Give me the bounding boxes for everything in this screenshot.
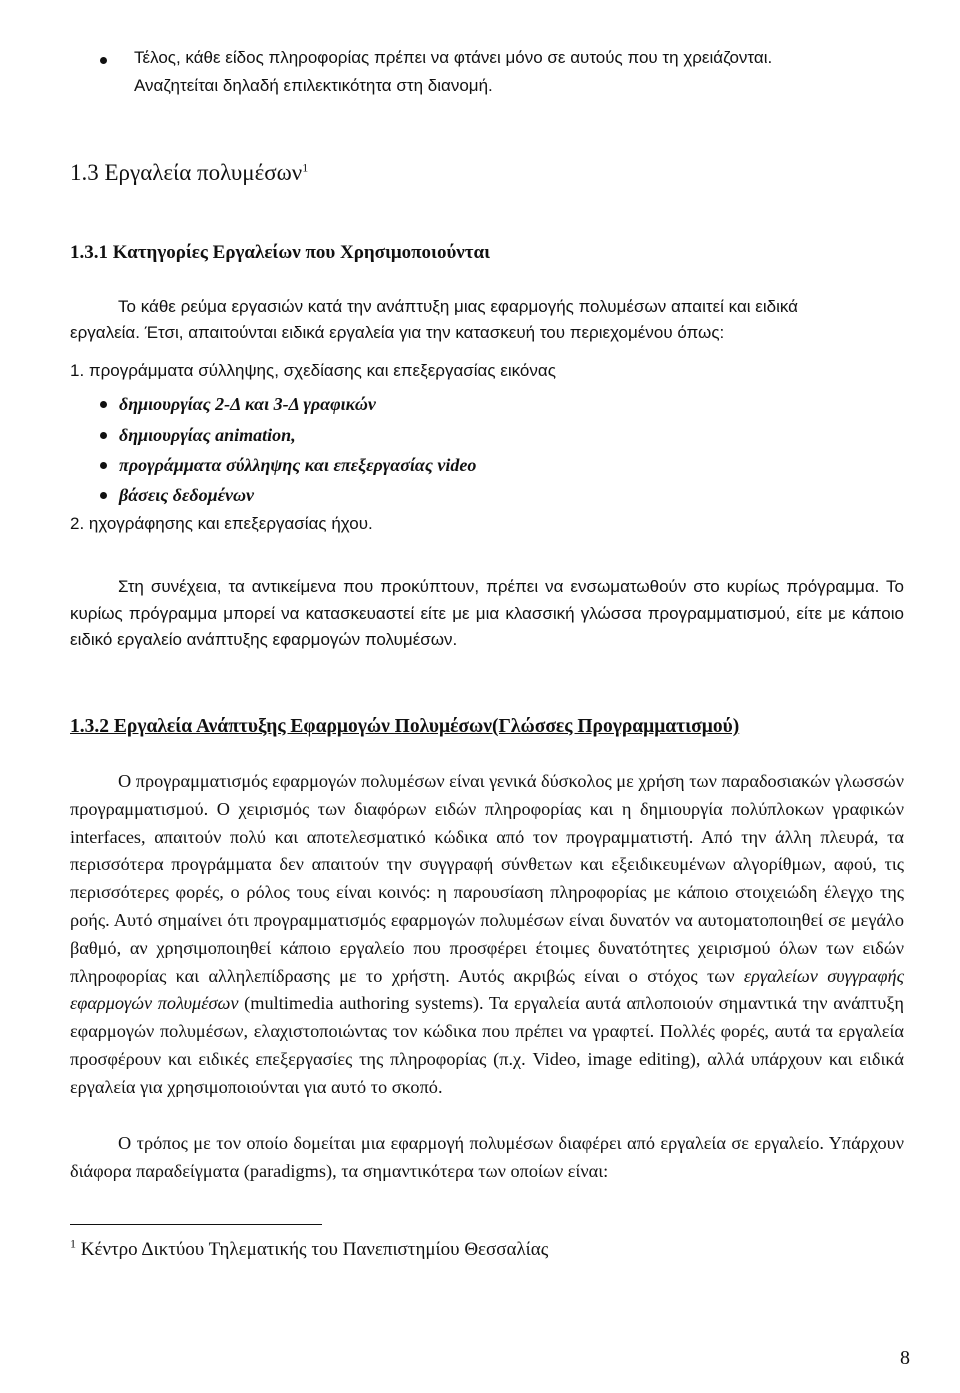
numbered-item-2: 2. ηχογράφησης και επεξεργασίας ήχου.: [70, 514, 373, 533]
paradigms-paragraph: [70, 1130, 904, 1186]
tools-paragraph-line-2: εργαλεία. Έτσι, απαιτούνται ειδικά εργαλεία για την κατασκευή του περιεχομένου όπως:: [70, 323, 725, 342]
section-heading-1-3-text: 1.3 Εργαλεία πολυμέσων: [70, 160, 303, 185]
authoring-systems-term: εργαλείων συγγραφής εφαρμογών πολυμέσων: [70, 965, 904, 1014]
integration-paragraph-text: Στη συνέχεια, τα αντικείμενα που προκύπτουν, πρέπει να ενσωματωθούν στο κυρίως πρόγραμμα. Το κυρίως πρόγραμμα μπορεί να κατασκευαστεί είτε με μια κλασσική γλώσσα προγραμματισμού, είτε με κάποιο ειδικό εργαλείο ανάπτυξης εφαρμογών πολυμέσων.: [70, 577, 904, 649]
intro-bullet-line-1: Τέλος, κάθε είδος πληροφορίας πρέπει να φτάνει μόνο σε αυτούς που τη χρειάζονται.: [134, 48, 773, 67]
bullet-dot: [100, 492, 107, 499]
authoring-paragraph-text: Ο προγραμματισμός εφαρμογών πολυμέσων είναι γενικά δύσκολος με χρήση των παραδοσιακών γλωσσών προγραμματισμού. Ο χειρισμός των διαφόρων ειδών πληροφορίας και η δημιουργία πολύπλοκων γραφικών interfaces, απαιτούν πολύ και αποτελεσματικό κώδικα από τον προγραμματιστή. Από την άλλη πλευρά, τα περισσότερα προγράμματα δεν απαιτούν την συγγραφή σύνθετων και εξειδικευμένων αλγορίθμων, αφού, τις περισσότερες φορές, ο ρόλος τους είναι κοινός: η παρουσίαση πληροφορίας με κάποιο στοιχειώδη έλεγχο της ροής. Αυτό σημαίνει ότι προγραμματισμός εφαρμογών πολυμέσων είναι δυνατόν να αυτοματοποιηθεί σε μεγάλο βαθμό, αν χρησιμοποιηθεί κάποιο εργαλείο που προσφέρει έτοιμες δυνατότητες χειρισμού όλων των ειδών πληροφορίας και αλληλεπίδρασης με το χρήστη. Αυτός ακριβώς είναι ο στόχος των: [70, 771, 904, 986]
paradigms-paragraph-text: Ο τρόπος με τον οποίο δομείται μια εφαρμογή πολυμέσων διαφέρει από εργαλεία σε εργαλείο. Υπάρχουν διάφορα παραδείγματα (paradigms), τα σημαντικότερα των οποίων είναι:: [70, 1133, 904, 1181]
numbered-item-1: 1. προγράμματα σύλληψης, σχεδίασης και επεξεργασίας εικόνας: [70, 361, 556, 380]
bullet-dot: [100, 401, 107, 408]
section-heading-1-3-1: 1.3.1 Κατηγορίες Εργαλείων που Χρησιμοποιούνται: [70, 242, 491, 263]
intro-bullet-line-2: Αναζητείται δηλαδή επιλεκτικότητα στη διανομή.: [134, 76, 493, 95]
sub-bullet-text: δημιουργίας animation,: [119, 425, 296, 445]
authoring-paragraph-continuation: (multimedia authoring systems). Τα εργαλεία αυτά απλοποιούν σημαντικά την ανάπτυξη εφαρμογών πολυμέσων, ελαχιστοποιώντας τον κώδικα που πρέπει να γραφτεί. Πολλές φορές, αυτά τα εργαλεία προσφέρουν και ειδικές επεξεργασίες της πληροφορίας (π.χ. Video, image editing), αλλά υπάρχουν και ειδικά εργαλεία για χρησιμοποιούνται για αυτό το σκοπό.: [70, 993, 904, 1097]
sub-bullet-text: δημιουργίας 2-Δ και 3-Δ γραφικών: [119, 394, 376, 414]
section-heading-1-3-2: 1.3.2 Εργαλεία Ανάπτυξης Εφαρμογών Πολυμέσων(Γλώσσες Προγραμματισμού): [70, 716, 740, 737]
page-number: 8: [900, 1347, 910, 1369]
section-heading-1-3: [70, 156, 308, 190]
footnote-reference: 1: [302, 160, 309, 175]
footnote-text: Κέντρο Δικτύου Τηλεματικής του Πανεπιστημίου Θεσσαλίας: [76, 1239, 549, 1260]
sub-bullet-text: προγράμματα σύλληψης και επεξεργασίας video: [119, 455, 477, 475]
bullet-dot: [100, 462, 107, 469]
tools-paragraph-line-1: Το κάθε ρεύμα εργασιών κατά την ανάπτυξη μιας εφαρμογής πολυμέσων απαιτεί και ειδικά: [118, 297, 798, 316]
footnote: [70, 1236, 548, 1264]
bullet-dot: [100, 57, 107, 64]
integration-paragraph: [70, 574, 904, 654]
sub-bullet-text: βάσεις δεδομένων: [119, 485, 254, 505]
authoring-paragraph: [70, 768, 904, 1102]
footnote-separator: [70, 1224, 322, 1225]
bullet-dot: [100, 432, 107, 439]
footnote-marker: 1: [70, 1236, 76, 1251]
